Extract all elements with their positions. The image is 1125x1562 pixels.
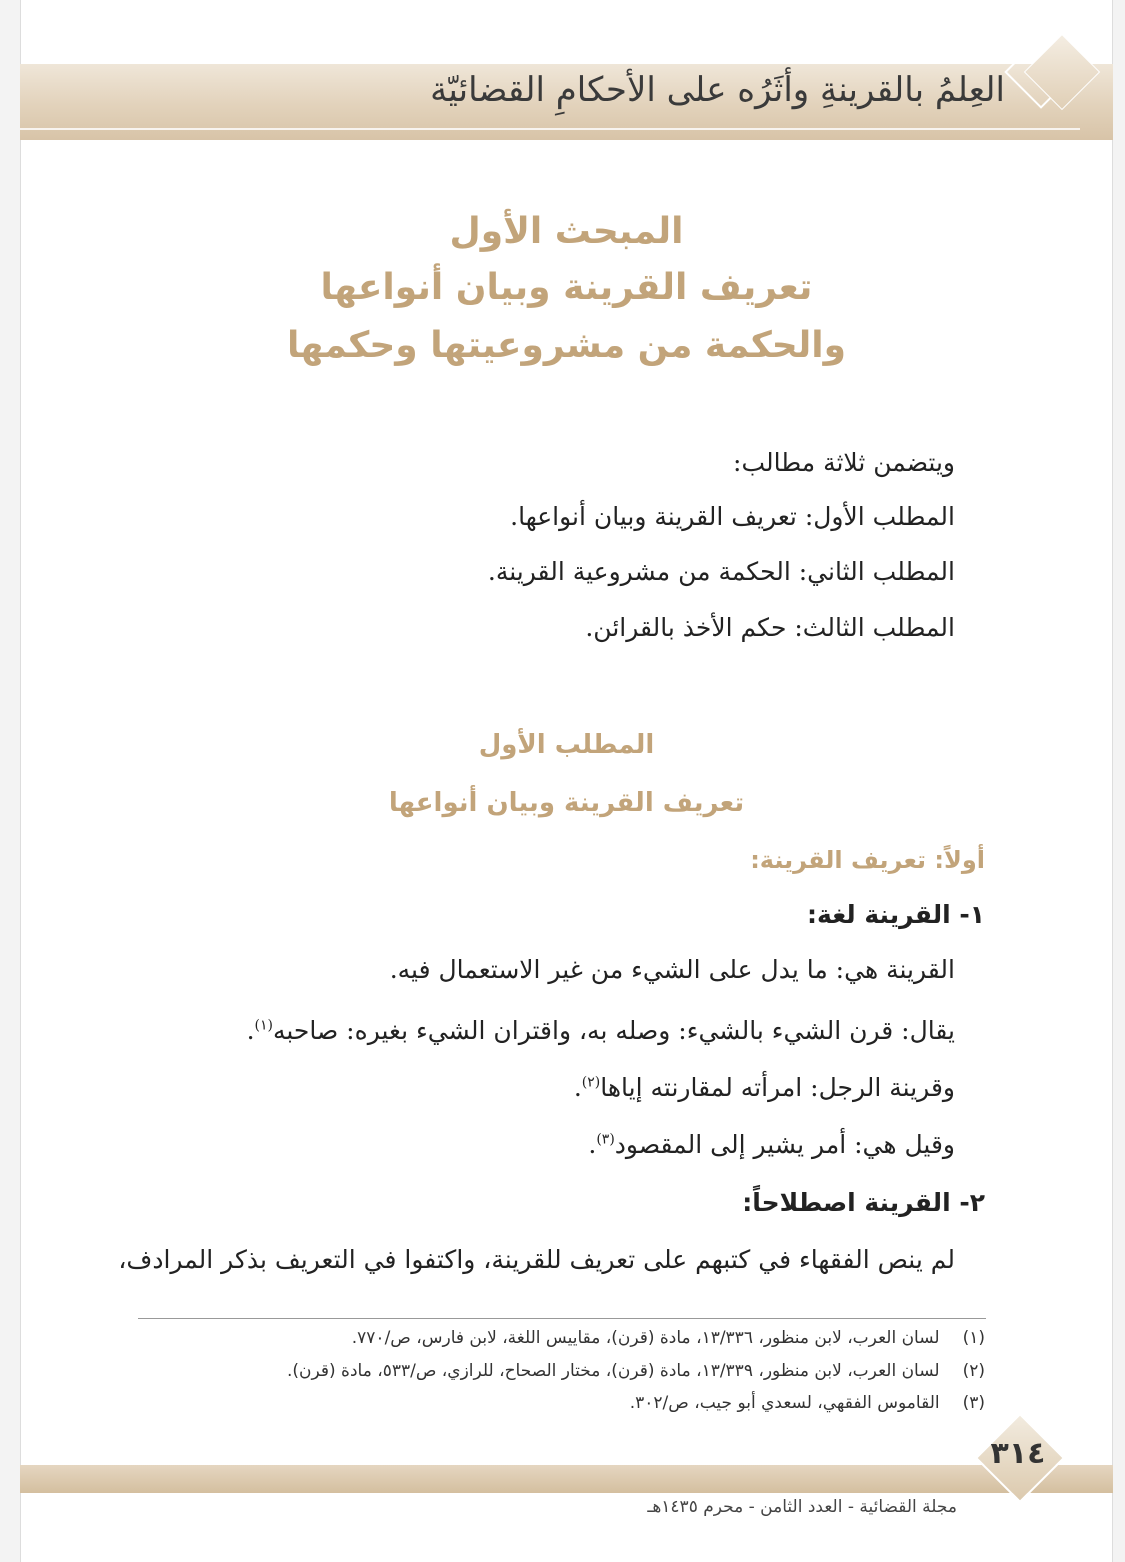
- part2-label: ٢- القرينة اصطلاحاً:: [742, 1188, 985, 1217]
- page-number: ٣١٤: [990, 1436, 1046, 1471]
- footnote-ref-2: (٢): [581, 1074, 601, 1091]
- line-end-3: .: [588, 1130, 597, 1159]
- footnote-3-text: القاموس الفقهي، لسعدي أبو جيب، ص/٣٠٢.: [629, 1393, 940, 1413]
- footnote-1-text: لسان العرب، لابن منظور، ١٣/٣٣٦، مادة (قرن)، مقاييس اللغة، لابن فارس، ص/٧٧٠.: [351, 1328, 940, 1348]
- contents-item-1: المطلب الأول: تعريف القرينة وبيان أنواعها.: [510, 502, 955, 531]
- section-title-line2: تعريف القرينة وبيان أنواعها: [320, 267, 813, 308]
- footnote-2-text: لسان العرب، لابن منظور، ١٣/٣٣٩، مادة (قرن)، مختار الصحاح، للرازي، ص/٥٣٣، مادة (قرن).: [286, 1361, 940, 1381]
- contents-item-2: المطلب الثاني: الحكمة من مشروعية القرينة.: [487, 557, 955, 586]
- part1-line-3: [574, 1073, 955, 1102]
- part1-line-2-text: يقال: قرن الشيء بالشيء: وصله به، واقتران الشيء بغيره: صاحبه: [272, 1016, 955, 1045]
- footnote-ref-3: (٣): [596, 1131, 615, 1148]
- part1-line-2: [247, 1016, 955, 1045]
- journal-footer: مجلة القضائية - العدد الثامن - محرم ١٤٣٥هـ: [647, 1497, 957, 1517]
- part1-label: ١- القرينة لغة:: [807, 900, 985, 929]
- section-title-line3: والحكمة من مشروعيتها وحكمها: [286, 325, 846, 366]
- header-divider: [20, 128, 1080, 130]
- line-end-1: .: [246, 1016, 255, 1045]
- section-title-line1: المبحث الأول: [449, 211, 684, 252]
- part1-line-1: القرينة هي: ما يدل على الشيء من غير الاستعمال فيه.: [389, 955, 955, 984]
- first-heading: أولاً: تعريف القرينة:: [750, 846, 985, 874]
- part1-line-4: [588, 1130, 955, 1159]
- footnote-3: [630, 1393, 985, 1413]
- footnote-3-number: (٣): [962, 1393, 985, 1413]
- running-title: العِلمُ بالقرينةِ وأثَرُه على الأحكامِ القضائيّة: [430, 70, 1005, 110]
- footnote-ref-1: (١): [254, 1017, 273, 1034]
- footnote-2: [287, 1361, 985, 1381]
- subsection-title-line2: تعريف القرينة وبيان أنواعها: [388, 788, 745, 818]
- contents-item-3: المطلب الثالث: حكم الأخذ بالقرائن.: [585, 613, 955, 642]
- subsection-title-line1: المطلب الأول: [478, 730, 655, 760]
- footnote-1: [352, 1328, 985, 1348]
- line-end-2: .: [573, 1073, 582, 1102]
- footnote-1-number: (١): [962, 1328, 985, 1348]
- footnote-separator: [138, 1318, 986, 1319]
- part2-line: لم ينص الفقهاء في كتبهم على تعريف للقرينة، واكتفوا في التعريف بذكر المرادف،: [118, 1245, 955, 1274]
- footer-band: [20, 1465, 1113, 1493]
- part1-line-4-text: وقيل هي: أمر يشير إلى المقصود: [614, 1130, 955, 1159]
- part1-line-3-text: وقرينة الرجل: امرأته لمقارنته إياها: [600, 1073, 955, 1102]
- footnote-2-number: (٢): [962, 1361, 985, 1381]
- contents-intro: ويتضمن ثلاثة مطالب:: [733, 448, 955, 477]
